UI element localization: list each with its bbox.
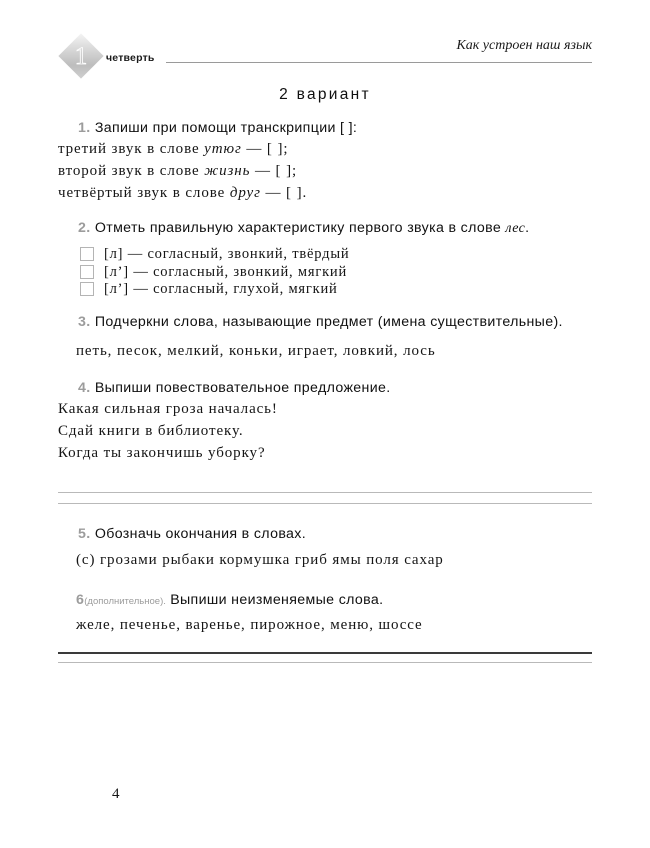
task-3-words: петь, песок, мелкий, коньки, играет, ловкий, лось <box>76 342 436 359</box>
task-4-prompt <box>58 378 592 398</box>
task-2-option-2[interactable] <box>58 265 592 280</box>
page-header <box>58 40 592 80</box>
checkbox-icon[interactable] <box>80 282 94 296</box>
task-6-number: 6 <box>76 591 85 608</box>
page-number: 4 <box>112 786 120 802</box>
header-title: Как устроен наш язык <box>456 38 592 53</box>
task-1-line-1 <box>58 138 592 160</box>
checkbox-icon[interactable] <box>80 265 94 279</box>
task-1-prompt-text: Запиши при помощи транскрипции [ ]: <box>94 120 358 136</box>
task-5 <box>58 524 592 572</box>
task-5-number: 5. <box>78 526 91 543</box>
task-1-line-1-word: утюг <box>204 141 242 158</box>
task-2-number: 2. <box>78 220 91 237</box>
task-4-sentence-2: Сдай книги в библиотеку. <box>58 423 244 440</box>
task-1-line-3-word: друг <box>229 185 261 202</box>
task-1-line-3 <box>58 182 592 204</box>
task-1-prompt <box>58 118 592 138</box>
task-4-number: 4. <box>78 379 91 396</box>
task-2-option-2-label: [л’] — согласный, звонкий, мягкий <box>104 263 348 280</box>
checkbox-icon[interactable] <box>80 247 94 261</box>
task-5-prompt <box>58 524 592 544</box>
task-1-line-1-pre: третий звук в слове <box>58 141 205 158</box>
footer-divider-light <box>58 662 592 663</box>
task-2-prompt-word: лес <box>505 221 526 237</box>
task-3-prompt <box>58 312 592 332</box>
task-2-option-3[interactable] <box>58 282 592 297</box>
task-6-number-note: (дополнительное). <box>84 595 166 607</box>
task-4-sentence-3: Когда ты закончишь уборку? <box>58 445 266 462</box>
task-1-number: 1. <box>78 120 91 136</box>
task-1-line-2-post: — [ ]; <box>250 163 298 180</box>
task-6 <box>58 590 592 636</box>
task-2-option-1-label: [л] — согласный, звонкий, твёрдый <box>104 246 350 263</box>
task-5-prompt-text: Обозначь окончания в словах. <box>94 526 307 543</box>
task-6-words: желе, печенье, варенье, пирожное, меню, шоссе <box>76 616 423 633</box>
task-1-line-3-pre: четвёртый звук в слове <box>58 185 230 202</box>
task-1-line-2-pre: второй звук в слове <box>58 163 205 180</box>
task-1-line-3-post: — [ ]. <box>260 185 308 202</box>
task-2-prompt <box>58 218 592 239</box>
task-2-prompt-post: . <box>525 220 530 237</box>
task-3 <box>58 312 592 362</box>
task-5-words: (с) грозами рыбаки кормушка гриб ямы поля сахар <box>76 552 444 569</box>
task-4-sentence-1: Какая сильная гроза началась! <box>58 401 278 418</box>
task-2-prompt-text: Отметь правильную характеристику первого звука в слове <box>94 220 506 237</box>
task-4-prompt-text: Выпиши повествовательное предложение. <box>94 379 391 396</box>
task-2-option-1[interactable] <box>58 247 592 262</box>
task-3-prompt-text: Подчеркни слова, называющие предмет (имена существительные). <box>94 313 563 330</box>
task-1-line-2-word: жизнь <box>204 163 251 180</box>
task-2 <box>58 218 592 296</box>
variant-title: 2 вариант <box>279 86 371 103</box>
task-3-number: 3. <box>78 313 91 330</box>
header-divider <box>166 62 592 63</box>
task-1-line-2 <box>58 160 592 182</box>
quarter-number: 1 <box>74 42 88 70</box>
page-content <box>58 86 592 663</box>
task-6-prompt-text: Выпиши неизменяемые слова. <box>170 591 384 608</box>
quarter-label: четверть <box>106 52 155 64</box>
quarter-badge <box>58 40 104 86</box>
task-2-option-3-label: [л’] — согласный, глухой, мягкий <box>104 281 338 298</box>
task-4 <box>58 378 592 464</box>
task-6-prompt <box>58 590 592 610</box>
task-1 <box>58 118 592 204</box>
task-1-line-1-post: — [ ]; <box>241 141 289 158</box>
